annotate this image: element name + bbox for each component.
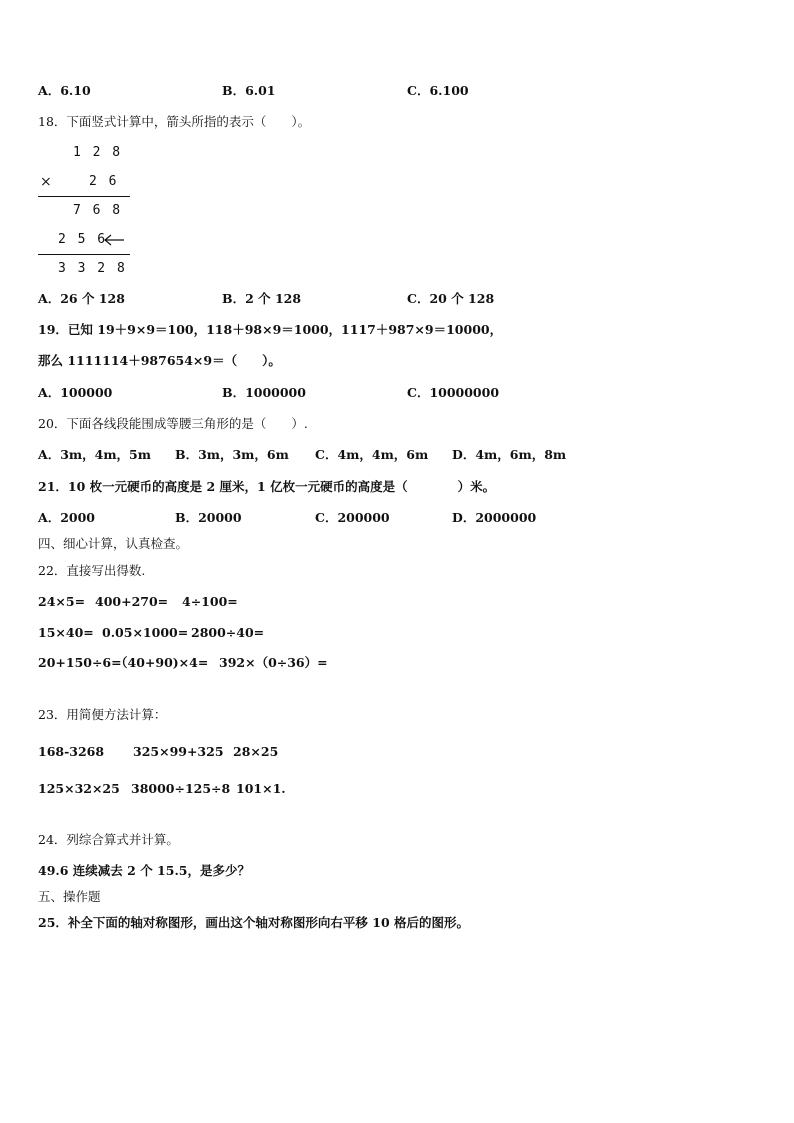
q24-stem: 24．列综合算式并计算。 xyxy=(38,832,179,847)
q23-expr: 28×25 xyxy=(233,744,279,759)
q19-option-c: C．10000000 xyxy=(407,385,500,400)
q24-problem: 49.6 连续减去 2 个 15.5，是多少？ xyxy=(38,863,250,878)
vertical-rule-1 xyxy=(38,196,130,197)
q22-expr: 20+150÷6= xyxy=(38,655,122,670)
vertical-multiplier: 2 6 xyxy=(89,174,119,189)
vertical-partial-product-2: 2 5 6 xyxy=(58,232,108,247)
vertical-top-number: 1 2 8 xyxy=(73,145,123,160)
left-arrow-icon xyxy=(103,233,125,247)
q22-expr: 15×40= xyxy=(38,625,94,640)
section-4-heading: 四、细心计算，认真检查。 xyxy=(38,536,189,551)
q22-expr: （40+90)×4= xyxy=(115,655,209,670)
vertical-partial-product-1: 7 6 8 xyxy=(73,203,123,218)
q21-option-c: C．200000 xyxy=(315,510,390,525)
section-5-heading: 五、操作题 xyxy=(38,889,101,904)
q19-stem-line1: 19．已知 19＋9×9＝100，118＋98×9＝1000，1117＋987×9＝10000， xyxy=(38,322,503,337)
q20-option-d: D．4m，6m，8m xyxy=(452,447,567,462)
q22-expr: 2800÷40= xyxy=(191,625,265,640)
q19-option-b: B．1000000 xyxy=(222,385,306,400)
q21-option-d: D．2000000 xyxy=(452,510,537,525)
q25-stem: 25．补全下面的轴对称图形，画出这个轴对称图形向右平移 10 格后的图形。 xyxy=(38,915,469,930)
q22-expr: 24×5= xyxy=(38,594,86,609)
q23-expr: 38000÷125÷8 xyxy=(131,781,231,796)
q21-option-a: A．2000 xyxy=(38,510,95,525)
q22-expr: 0.05×1000= xyxy=(102,625,189,640)
q22-expr: 392×（0÷36）= xyxy=(219,655,328,670)
q20-option-a: A．3m，4m，5m xyxy=(38,447,151,462)
vertical-rule-2 xyxy=(38,254,130,255)
q23-expr: 125×32×25 xyxy=(38,781,120,796)
q22-expr: 400+270= xyxy=(95,594,169,609)
q18-option-b: B．2 个 128 xyxy=(222,291,302,306)
q23-stem: 23．用简便方法计算： xyxy=(38,707,167,722)
q19-option-a: A．100000 xyxy=(38,385,113,400)
q17-option-b: B．6.01 xyxy=(222,83,276,98)
q18-stem: 18．下面竖式计算中，箭头所指的表示（ ）。 xyxy=(38,114,311,129)
q23-expr: 168-3268 xyxy=(38,744,105,759)
vertical-result: 3 3 2 8 xyxy=(58,261,127,276)
q18-option-a: A．26 个 128 xyxy=(38,291,125,306)
q20-option-b: B．3m，3m，6m xyxy=(175,447,289,462)
q22-stem: 22．直接写出得数. xyxy=(38,563,146,578)
q20-stem: 20．下面各线段能围成等腰三角形的是（ ）. xyxy=(38,416,308,431)
q20-option-c: C．4m，4m，6m xyxy=(315,447,429,462)
q21-stem: 21．10 枚一元硬币的高度是 2 厘米，1 亿枚一元硬币的高度是（ ）米。 xyxy=(38,479,496,494)
q23-expr: 101×1. xyxy=(236,781,286,796)
q17-option-a: A．6.10 xyxy=(38,83,91,98)
q21-option-b: B．20000 xyxy=(175,510,242,525)
q22-expr: 4÷100= xyxy=(182,594,238,609)
q23-expr: 325×99+325 xyxy=(133,744,224,759)
times-sign: × xyxy=(40,174,52,190)
q18-option-c: C．20 个 128 xyxy=(407,291,495,306)
q19-stem-line2: 那么 1111114＋987654×9＝（ ）。 xyxy=(38,353,281,368)
q17-option-c: C．6.100 xyxy=(407,83,469,98)
